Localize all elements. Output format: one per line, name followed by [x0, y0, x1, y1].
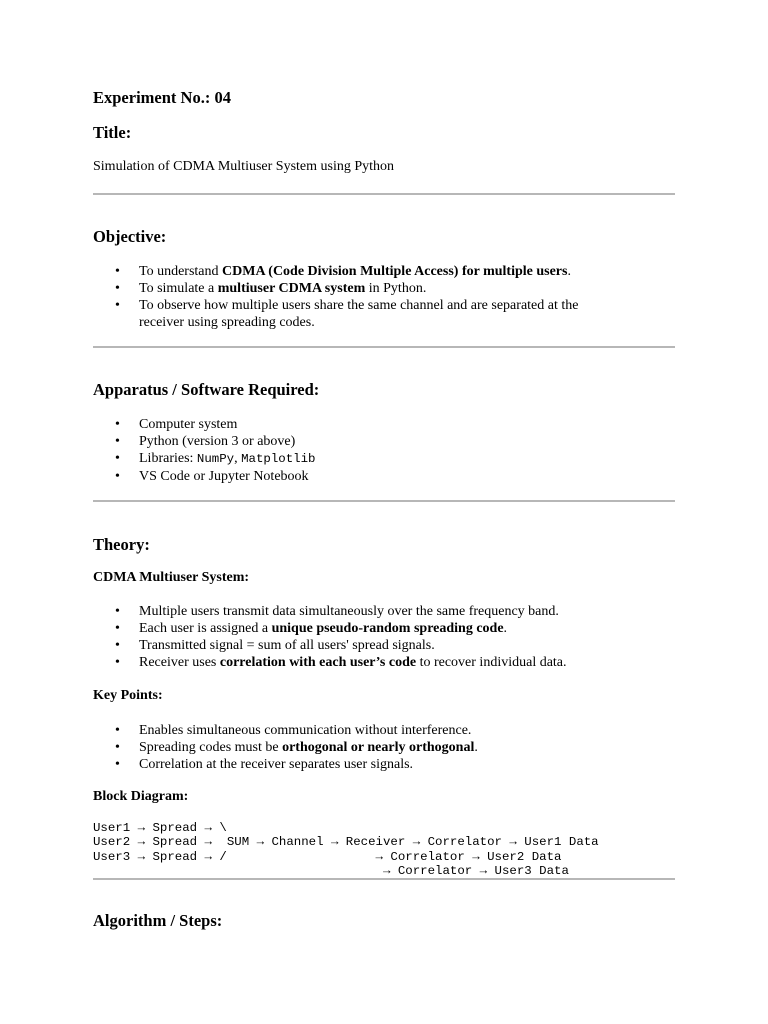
objective-list — [93, 263, 578, 331]
list-item: • Each user is assigned a unique pseudo-random spreading code. — [93, 620, 567, 637]
list-item: • To observe how multiple users share the same channel and are separated at the receiver using spreading codes. — [93, 297, 578, 331]
key-points-list — [93, 722, 478, 773]
list-item: • To simulate a multiuser CDMA system in Python. — [93, 280, 578, 297]
cdma-subheading: CDMA Multiuser System: — [93, 570, 250, 585]
title-text: Simulation of CDMA Multiuser System using Python — [93, 159, 395, 174]
key-points-heading: Key Points: — [93, 688, 163, 703]
list-item: • Receiver uses correlation with each user’s code to recover individual data. — [93, 654, 567, 671]
apparatus-heading: Apparatus / Software Required: — [93, 380, 320, 399]
list-item: • To understand CDMA (Code Division Multiple Access) for multiple users. — [93, 263, 578, 280]
list-item: • Libraries: NumPy, Matplotlib — [93, 450, 315, 468]
list-item: • Correlation at the receiver separates user signals. — [93, 756, 478, 773]
list-item: • Transmitted signal = sum of all users' spread signals. — [93, 637, 567, 654]
list-item: • Python (version 3 or above) — [93, 433, 315, 450]
list-item: • Enables simultaneous communication without interference. — [93, 722, 478, 739]
block-diagram-heading: Block Diagram: — [93, 789, 189, 804]
list-item: • Spreading codes must be orthogonal or nearly orthogonal. — [93, 739, 478, 756]
objective-heading: Objective: — [93, 227, 167, 246]
experiment-number: Experiment No.: 04 — [93, 88, 231, 107]
divider — [93, 193, 675, 195]
block-diagram — [93, 821, 599, 878]
divider — [93, 346, 675, 348]
theory-list — [93, 603, 567, 671]
list-item: • VS Code or Jupyter Notebook — [93, 468, 315, 485]
list-item: • Computer system — [93, 416, 315, 433]
diagram-line: → Correlator → User3 Data — [93, 863, 569, 878]
diagram-line: User2 → Spread → SUM → Channel → Receiver → Correlator → User1 Data — [93, 835, 599, 850]
algorithm-heading: Algorithm / Steps: — [93, 911, 223, 930]
diagram-line: User1 → Spread → \ — [93, 821, 227, 835]
divider — [93, 878, 675, 880]
divider — [93, 500, 675, 502]
theory-heading: Theory: — [93, 535, 150, 554]
apparatus-list — [93, 416, 315, 485]
list-item: • Multiple users transmit data simultaneously over the same frequency band. — [93, 603, 567, 620]
diagram-line: User3 → Spread → / → Correlator → User2 Data — [93, 849, 562, 864]
title-heading: Title: — [93, 123, 132, 142]
